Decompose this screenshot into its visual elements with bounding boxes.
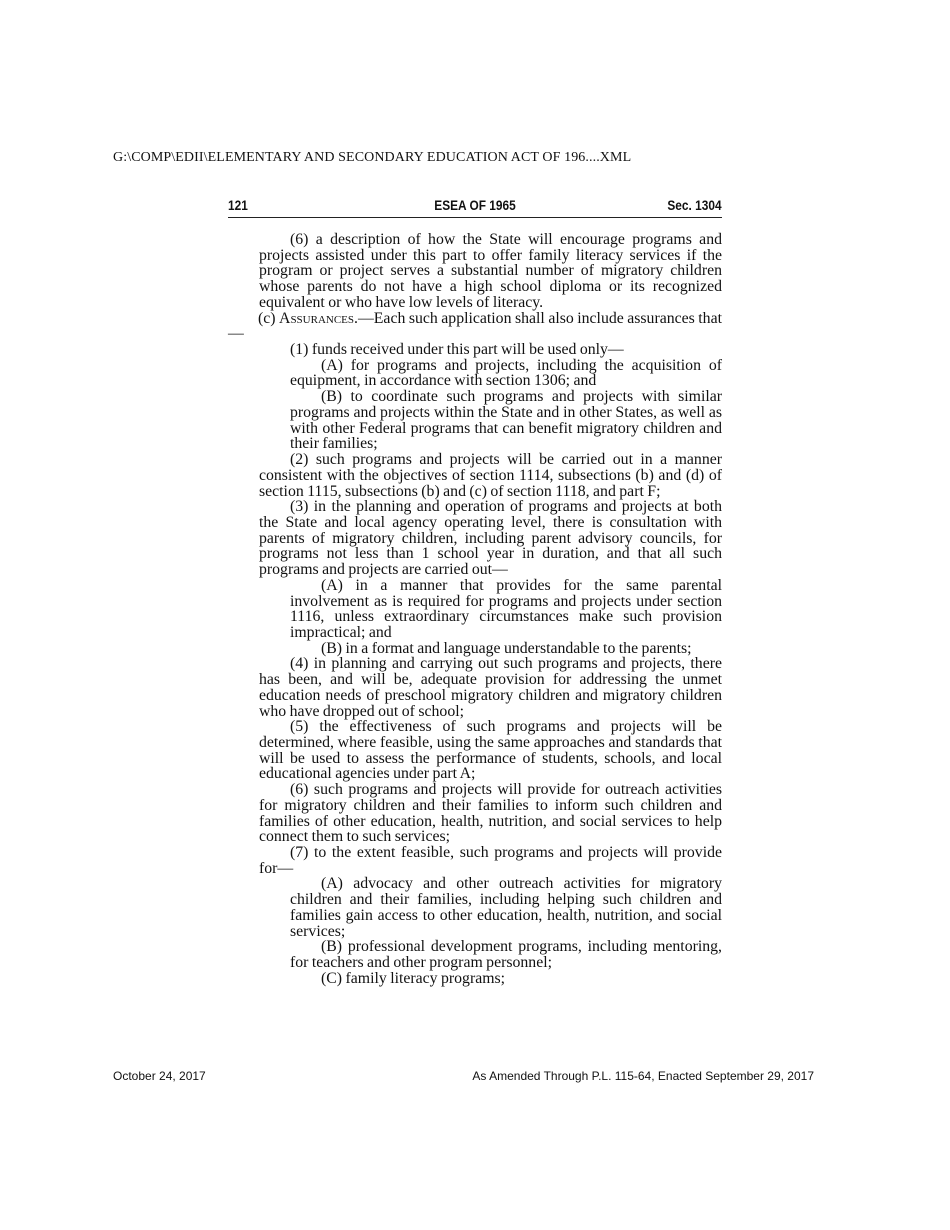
paragraph-c6: (6) such programs and projects will provide for outreach activities for migratory children and their families to inform such children and families of other education, health, nutrition, and social services to help connect them to such services; xyxy=(259,781,722,846)
footer-amended-note: As Amended Through P.L. 115-64, Enacted September 29, 2017 xyxy=(472,1069,814,1083)
subsection-c-label: (c) xyxy=(258,309,280,327)
file-path-header: G:\COMP\EDII\ELEMENTARY AND SECONDARY EDUCATION ACT OF 196....XML xyxy=(113,150,632,165)
act-title: ESEA OF 1965 xyxy=(434,198,516,213)
page-number: 121 xyxy=(228,198,248,213)
paragraph-c1-b: (B) to coordinate such programs and projects with similar programs and projects within the State and in other States, as well as with other Federal programs that can benefit migratory children and their families; xyxy=(290,388,722,453)
subsection-c-assurances xyxy=(228,311,722,342)
paragraph-c7: (7) to the extent feasible, such programs and projects will provide for— xyxy=(259,844,722,877)
paragraph-c5: (5) the effectiveness of such programs and projects will be determined, where feasible, using the same approaches and standards that will be used to assess the performance of students, schools, and local educational agencies under part A; xyxy=(259,718,722,783)
paragraph-c7-b: (B) professional development programs, including mentoring, for teachers and other program personnel; xyxy=(290,938,722,972)
document-body xyxy=(228,232,722,987)
paragraph-c3-a: (A) in a manner that provides for the same parental involvement as is required for programs and projects under section 1116, unless extraordinary circumstances make such provision impractical; and xyxy=(290,576,722,641)
footer-date: October 24, 2017 xyxy=(113,1069,206,1083)
paragraph-c1: (1) funds received under this part will be used only— xyxy=(290,341,624,359)
paragraph-c3-b: (B) in a format and language understandable to the parents; xyxy=(321,639,692,657)
paragraph-c4: (4) in planning and carrying out such programs and projects, there has been, and will be, adequate provision for addressing the unmet education needs of preschool migratory children and migratory children who have dropped out of school; xyxy=(259,655,722,720)
paragraph-c7-c: (C) family literacy programs; xyxy=(321,969,506,987)
paragraph-c3: (3) in the planning and operation of programs and projects at both the State and local agency operating level, there is consultation with parents of migratory children, including parent advisory councils, for programs not less than 1 school year in duration, and that all such programs and projects are carried out— xyxy=(259,498,722,579)
subsection-c-text: .—Each such application shall also include assurances that— xyxy=(228,309,722,343)
subsection-c-heading: Assurances xyxy=(279,309,355,327)
running-head xyxy=(228,198,722,218)
section-number: Sec. 1304 xyxy=(667,198,722,213)
paragraph-c2: (2) such programs and projects will be carried out in a manner consistent with the objectives of section 1114, subsections (b) and (d) of section 1115, subsections (b) and (c) of section 1118, and part F; xyxy=(259,451,722,500)
paragraph-c7-a: (A) advocacy and other outreach activities for migratory children and their families, including helping such children and families gain access to other education, health, nutrition, and social services; xyxy=(290,875,722,940)
paragraph-6-description: (6) a description of how the State will encourage programs and projects assisted under this part to offer family literacy services if the program or project serves a substantial number of migratory children whose parents do not have a high school diploma or its recognized equivalent or who have low levels of literacy. xyxy=(259,231,722,311)
paragraph-c1-a: (A) for programs and projects, including the acquisition of equipment, in accordance with section 1306; and xyxy=(290,356,722,390)
